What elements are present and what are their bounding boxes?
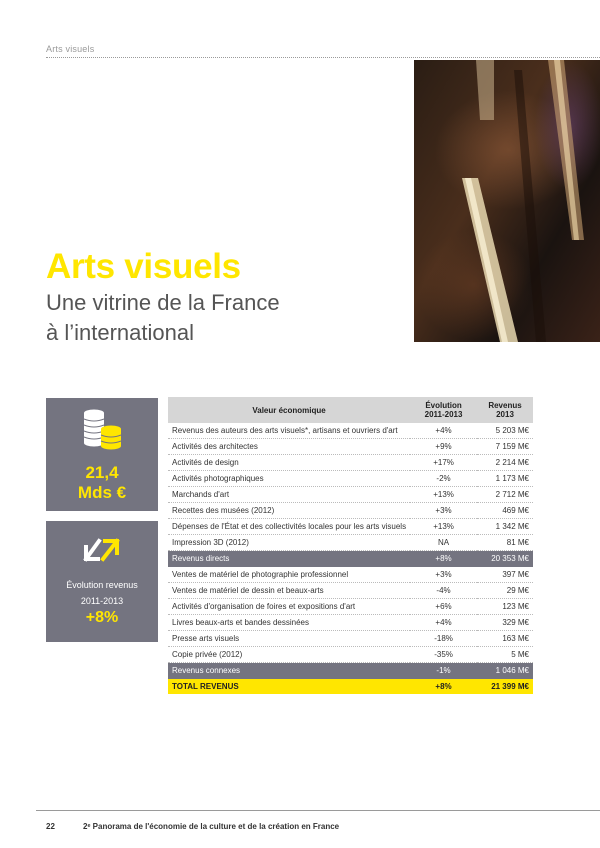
row-revenue: 1 173 M€ bbox=[477, 471, 533, 487]
row-label: Revenus des auteurs des arts visuels*, artisans et ouvriers d'art bbox=[168, 423, 410, 439]
row-evolution: -1% bbox=[410, 663, 477, 679]
row-label: Revenus connexes bbox=[168, 663, 410, 679]
row-revenue: 21 399 M€ bbox=[477, 679, 533, 695]
row-label: Impression 3D (2012) bbox=[168, 535, 410, 551]
header-evolution-line2: 2011-2013 bbox=[424, 410, 463, 419]
row-label: Activités photographiques bbox=[168, 471, 410, 487]
economic-value-figure bbox=[46, 463, 158, 503]
economic-value-table bbox=[168, 397, 533, 694]
economic-value-unit: Mds € bbox=[77, 483, 127, 502]
page-subtitle bbox=[46, 288, 280, 348]
header-evolution bbox=[410, 397, 477, 423]
economic-value-panel bbox=[46, 398, 158, 511]
row-evolution: +6% bbox=[410, 599, 477, 615]
row-evolution: -2% bbox=[410, 471, 477, 487]
row-label: Ventes de matériel de photographie professionnel bbox=[168, 567, 410, 583]
row-label: Livres beaux-arts et bandes dessinées bbox=[168, 615, 410, 631]
row-evolution: NA bbox=[410, 535, 477, 551]
trend-arrows-icon bbox=[81, 535, 123, 565]
subtitle-line1: Une vitrine de la France bbox=[46, 290, 280, 315]
table-row bbox=[168, 599, 533, 615]
row-evolution: +4% bbox=[410, 423, 477, 439]
coins-icon bbox=[80, 407, 126, 453]
row-evolution: -18% bbox=[410, 631, 477, 647]
header-evolution-line1: Évolution bbox=[425, 401, 462, 410]
row-label: Marchands d'art bbox=[168, 487, 410, 503]
page-title: Arts visuels bbox=[46, 247, 241, 286]
header-revenues-line1: Revenus bbox=[488, 401, 522, 410]
row-revenue: 7 159 M€ bbox=[477, 439, 533, 455]
table-row bbox=[168, 615, 533, 631]
header-revenues-line2: 2013 bbox=[496, 410, 514, 419]
row-revenue: 1 342 M€ bbox=[477, 519, 533, 535]
row-label: Copie privée (2012) bbox=[168, 647, 410, 663]
row-label: Ventes de matériel de dessin et beaux-arts bbox=[168, 583, 410, 599]
subtotal-row-direct bbox=[168, 551, 533, 567]
row-revenue: 81 M€ bbox=[477, 535, 533, 551]
table-row bbox=[168, 535, 533, 551]
subtitle-line2: à l’international bbox=[46, 320, 194, 345]
row-revenue: 469 M€ bbox=[477, 503, 533, 519]
footer-divider bbox=[36, 810, 600, 811]
evolution-value: +8% bbox=[85, 609, 119, 626]
row-revenue: 123 M€ bbox=[477, 599, 533, 615]
table-row bbox=[168, 647, 533, 663]
table-row bbox=[168, 503, 533, 519]
evolution-label bbox=[46, 577, 158, 609]
economic-value-number: 21,4 bbox=[85, 463, 119, 482]
row-evolution: +3% bbox=[410, 567, 477, 583]
row-evolution: +13% bbox=[410, 487, 477, 503]
total-row bbox=[168, 679, 533, 695]
row-evolution: +8% bbox=[410, 679, 477, 695]
row-evolution: +3% bbox=[410, 503, 477, 519]
row-label: Revenus directs bbox=[168, 551, 410, 567]
hero-photo bbox=[414, 60, 600, 342]
table-header-row bbox=[168, 397, 533, 423]
row-label: Recettes des musées (2012) bbox=[168, 503, 410, 519]
row-revenue: 29 M€ bbox=[477, 583, 533, 599]
table-row bbox=[168, 583, 533, 599]
table-row bbox=[168, 439, 533, 455]
row-revenue: 5 M€ bbox=[477, 647, 533, 663]
header-revenues bbox=[477, 397, 533, 423]
row-revenue: 163 M€ bbox=[477, 631, 533, 647]
table-row bbox=[168, 455, 533, 471]
table-row bbox=[168, 519, 533, 535]
table-row bbox=[168, 423, 533, 439]
top-divider bbox=[46, 57, 600, 58]
row-revenue: 2 214 M€ bbox=[477, 455, 533, 471]
row-evolution: +13% bbox=[410, 519, 477, 535]
table-row bbox=[168, 631, 533, 647]
row-revenue: 397 M€ bbox=[477, 567, 533, 583]
table-row bbox=[168, 567, 533, 583]
row-evolution: -4% bbox=[410, 583, 477, 599]
evolution-panel bbox=[46, 521, 158, 642]
footer-title: 2ᵉ Panorama de l'économie de la culture et de la création en France bbox=[83, 822, 340, 831]
page-number: 22 bbox=[46, 822, 55, 831]
row-revenue: 329 M€ bbox=[477, 615, 533, 631]
subtotal-row-related bbox=[168, 663, 533, 679]
row-label: Activités de design bbox=[168, 455, 410, 471]
row-revenue: 20 353 M€ bbox=[477, 551, 533, 567]
row-evolution: +17% bbox=[410, 455, 477, 471]
row-revenue: 2 712 M€ bbox=[477, 487, 533, 503]
row-evolution: +4% bbox=[410, 615, 477, 631]
row-label: Presse arts visuels bbox=[168, 631, 410, 647]
table-row bbox=[168, 471, 533, 487]
row-revenue: 5 203 M€ bbox=[477, 423, 533, 439]
table-row bbox=[168, 487, 533, 503]
header-economic-value: Valeur économique bbox=[168, 397, 410, 423]
row-label: Activités des architectes bbox=[168, 439, 410, 455]
section-label: Arts visuels bbox=[46, 44, 95, 54]
row-label: Dépenses de l'État et des collectivités locales pour les arts visuels bbox=[168, 519, 410, 535]
row-evolution: +9% bbox=[410, 439, 477, 455]
row-revenue: 1 046 M€ bbox=[477, 663, 533, 679]
row-label: TOTAL REVENUS bbox=[168, 679, 410, 695]
row-label: Activités d'organisation de foires et expositions d'art bbox=[168, 599, 410, 615]
row-evolution: +8% bbox=[410, 551, 477, 567]
evolution-label-line2: 2011-2013 bbox=[80, 596, 124, 606]
evolution-label-line1: Évolution revenus bbox=[66, 580, 138, 590]
row-evolution: -35% bbox=[410, 647, 477, 663]
